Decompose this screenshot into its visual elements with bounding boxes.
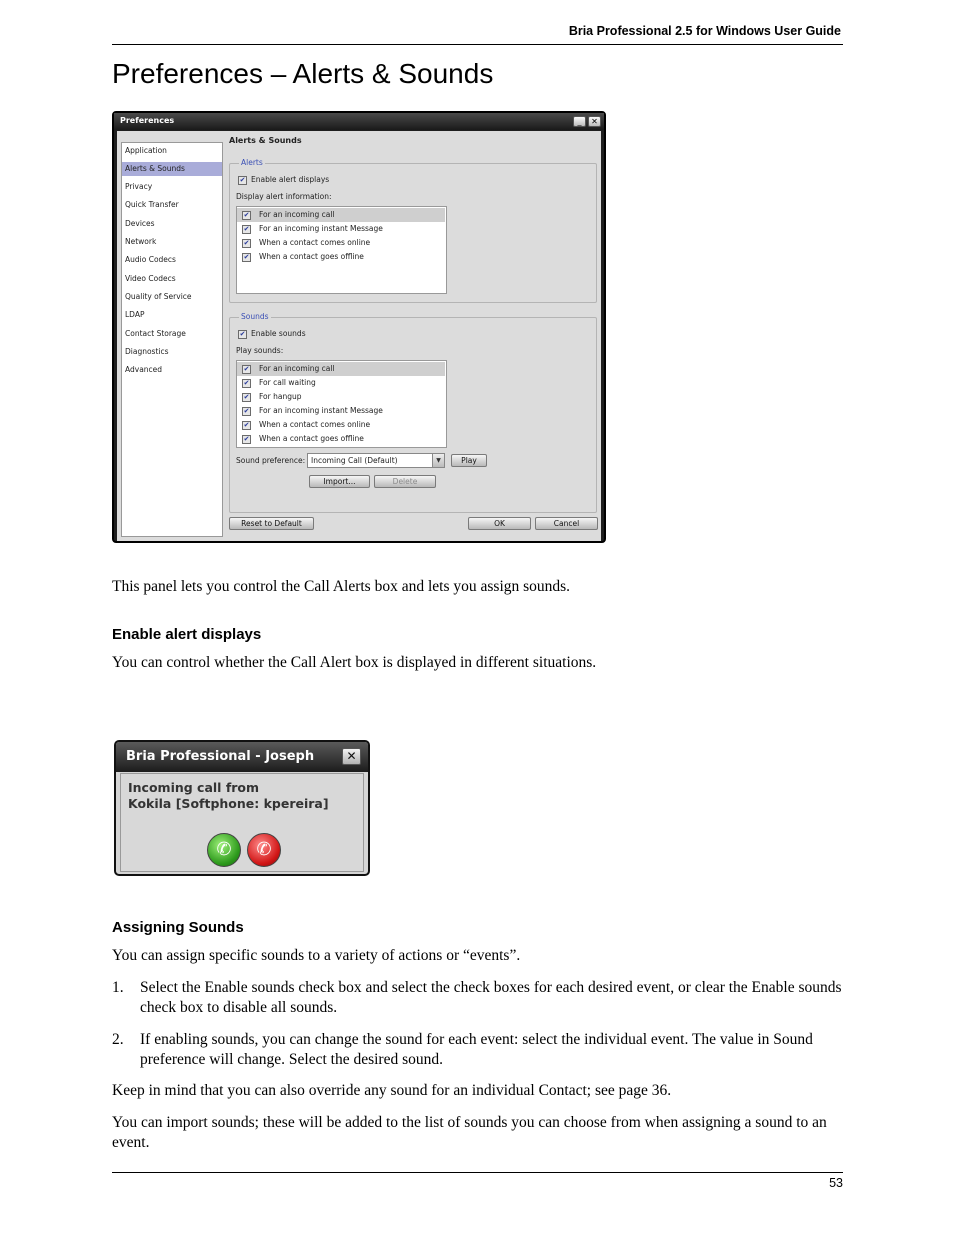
- list-item[interactable]: ✔ For an incoming instant Message: [243, 224, 383, 233]
- enable-sounds-checkbox[interactable]: ✔: [239, 330, 246, 338]
- page-title: Preferences – Alerts & Sounds: [112, 58, 494, 89]
- nav-item-advanced[interactable]: Advanced: [125, 365, 163, 374]
- intro-paragraph: This panel lets you control the Call Alerts box and lets you assign sounds.: [112, 578, 571, 595]
- nav-item-devices[interactable]: Devices: [125, 219, 155, 228]
- import-paragraph: You can import sounds; these will be added to the list of sounds you can choose from when assigning a sound to an event.: [112, 1114, 827, 1151]
- sounds-list: [236, 360, 447, 448]
- call-alert-message: [128, 780, 329, 812]
- preferences-titlebar: Preferences: [114, 113, 604, 130]
- call-alert-figure: [114, 740, 370, 876]
- nav-item-quick-transfer[interactable]: Quick Transfer: [125, 200, 179, 209]
- header-rule: [112, 44, 843, 45]
- checkbox[interactable]: ✔: [243, 365, 250, 373]
- chevron-down-icon[interactable]: ▼: [432, 454, 444, 467]
- alerts-legend: Alerts: [241, 158, 263, 167]
- nav-item-quality-of-service[interactable]: Quality of Service: [125, 292, 192, 301]
- nav-item-diagnostics[interactable]: Diagnostics: [125, 347, 169, 356]
- preferences-window-figure: [112, 111, 606, 543]
- enable-alerts-heading: Enable alert displays: [112, 626, 262, 643]
- override-paragraph: Keep in mind that you can also override any sound for an individual Contact; see page 36.: [112, 1082, 672, 1099]
- checkbox[interactable]: ✔: [243, 239, 250, 247]
- preferences-body: [117, 131, 601, 541]
- list-item[interactable]: ✔ For an incoming instant Message: [243, 406, 383, 415]
- list-item[interactable]: ✔ When a contact goes offline: [243, 434, 364, 443]
- list-item[interactable]: ✔ For an incoming call: [237, 362, 445, 376]
- call-alert-line1: Incoming call from: [128, 780, 260, 795]
- nav-item-audio-codecs[interactable]: Audio Codecs: [125, 255, 176, 264]
- nav-item-privacy[interactable]: Privacy: [125, 182, 153, 191]
- list-item[interactable]: ✔ When a contact goes offline: [243, 252, 364, 261]
- list-item[interactable]: ✔ For an incoming call: [237, 208, 445, 222]
- close-icon[interactable]: ✕: [588, 116, 601, 127]
- checkbox[interactable]: ✔: [243, 253, 250, 261]
- close-icon[interactable]: ✕: [342, 748, 361, 765]
- hangup-call-icon[interactable]: ✆: [247, 833, 281, 867]
- checkbox[interactable]: ✔: [243, 211, 250, 219]
- nav-item-alerts-sounds[interactable]: Alerts & Sounds: [122, 162, 222, 176]
- checkbox[interactable]: ✔: [243, 407, 250, 415]
- delete-button[interactable]: Delete: [374, 475, 436, 488]
- play-button[interactable]: Play: [451, 454, 487, 467]
- play-sounds-label: Play sounds:: [236, 346, 284, 355]
- section-title: Alerts & Sounds: [229, 136, 302, 145]
- checkbox[interactable]: ✔: [243, 435, 250, 443]
- enable-alerts-label: Enable alert displays: [251, 175, 330, 184]
- assigning-sounds-intro: You can assign specific sounds to a variety of actions or “events”.: [112, 947, 521, 964]
- checkbox[interactable]: ✔: [243, 225, 250, 233]
- sound-preference-label: Sound preference:: [236, 456, 306, 465]
- running-header: Bria Professional 2.5 for Windows User Guide: [568, 24, 841, 38]
- sound-preference-select[interactable]: [307, 453, 445, 468]
- step-text: If enabling sounds, you can change the sound for each event: select the individual event. The value in Sound preference will change. Select the desired sound.: [140, 1031, 813, 1068]
- list-item[interactable]: ✔ For hangup: [243, 392, 302, 401]
- list-item[interactable]: ✔ For call waiting: [243, 378, 316, 387]
- checkbox[interactable]: ✔: [243, 393, 250, 401]
- import-button[interactable]: Import...: [309, 475, 370, 488]
- nav-item-application[interactable]: Application: [125, 146, 167, 155]
- call-alert-body: [120, 773, 364, 872]
- nav-item-contact-storage[interactable]: Contact Storage: [125, 329, 186, 338]
- cancel-button[interactable]: Cancel: [535, 517, 598, 530]
- ok-button[interactable]: OK: [468, 517, 531, 530]
- enable-sounds-label: Enable sounds: [251, 329, 306, 338]
- checkbox[interactable]: ✔: [243, 421, 250, 429]
- display-alert-label: Display alert information:: [236, 192, 332, 201]
- sounds-legend: Sounds: [241, 312, 269, 321]
- footer-rule: [112, 1172, 843, 1173]
- alerts-list: [236, 206, 447, 294]
- list-item[interactable]: ✔ When a contact comes online: [243, 238, 371, 247]
- minimize-icon[interactable]: _: [573, 116, 586, 127]
- nav-item-network[interactable]: Network: [125, 237, 157, 246]
- preferences-nav: [121, 142, 223, 537]
- nav-item-video-codecs[interactable]: Video Codecs: [125, 274, 176, 283]
- enable-alerts-checkbox[interactable]: ✔: [239, 176, 246, 184]
- call-alert-line2: Kokila [Softphone: kpereira]: [128, 796, 329, 811]
- nav-item-ldap[interactable]: LDAP: [125, 310, 145, 319]
- sound-preference-value: Incoming Call (Default): [311, 456, 398, 465]
- step-number: 1.: [112, 979, 124, 996]
- step-number: 2.: [112, 1031, 124, 1048]
- reset-to-default-button[interactable]: Reset to Default: [229, 517, 314, 530]
- call-alert-title: Bria Professional - Joseph: [116, 742, 368, 772]
- answer-call-icon[interactable]: ✆: [207, 833, 241, 867]
- assigning-sounds-heading: Assigning Sounds: [112, 919, 244, 936]
- list-item[interactable]: ✔ When a contact comes online: [243, 420, 371, 429]
- step-text: Select the Enable sounds check box and select the check boxes for each desired event, or clear the Enable sounds check box to disable all sounds.: [140, 979, 842, 1016]
- checkbox[interactable]: ✔: [243, 379, 250, 387]
- enable-alerts-paragraph: You can control whether the Call Alert box is displayed in different situations.: [112, 654, 597, 671]
- page-number: 53: [829, 1176, 843, 1190]
